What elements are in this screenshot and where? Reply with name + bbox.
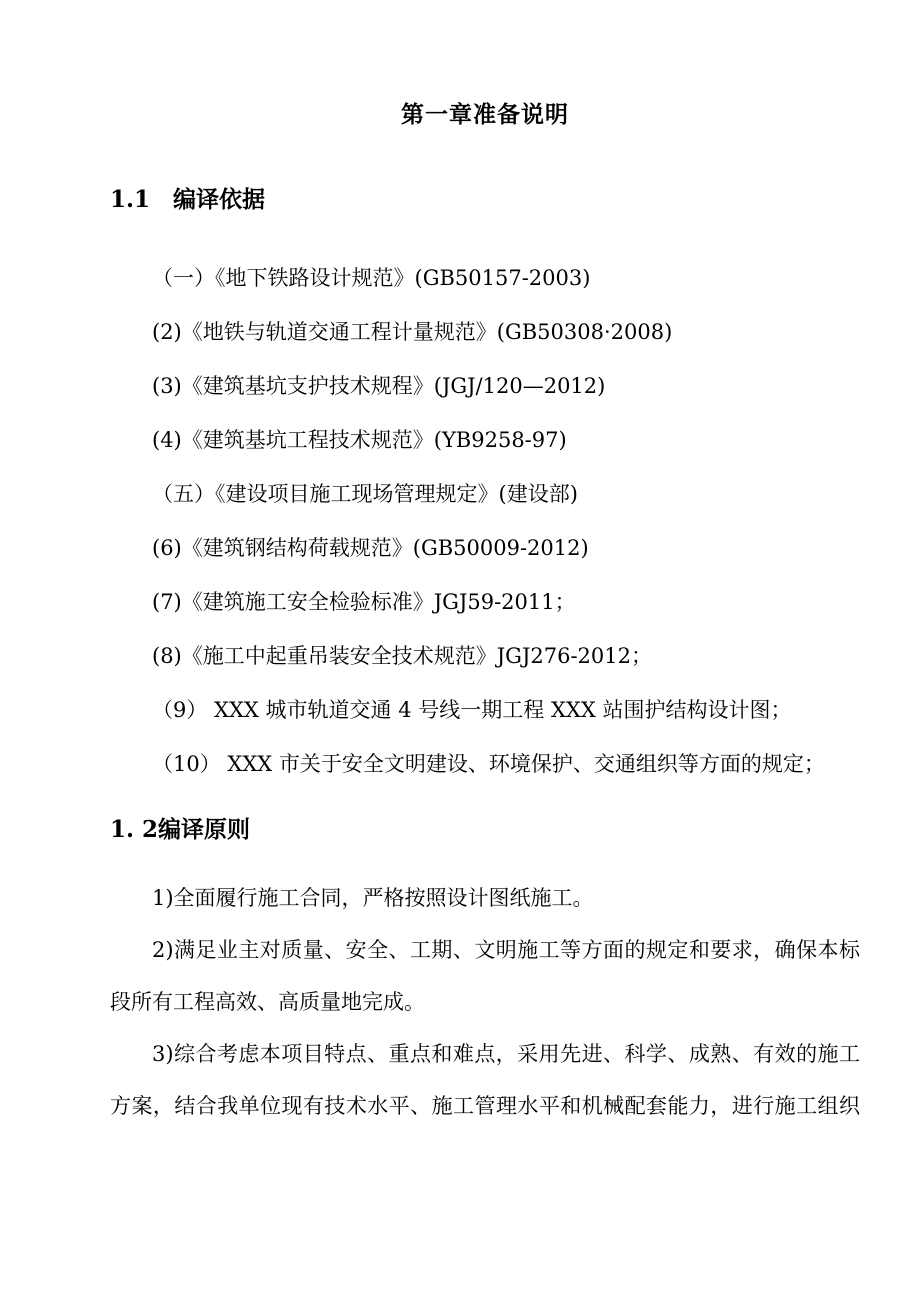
paragraph-line: 2)满足业主对质量、安全、工期、文明施工等方面的规定和要求，确保本标 [152, 938, 860, 962]
section-heading-1-2: 1. 2编译原则 [110, 816, 251, 843]
paragraph [110, 1028, 860, 1132]
reference-list [110, 251, 860, 791]
section-heading-1-1: 1.1 编译依据 [110, 186, 266, 213]
paragraph-line: 段所有工程高效、高质量地完成。 [110, 990, 425, 1014]
list-item: （9） XXX 城市轨道交通 4 号线一期工程 XXX 站围护结构设计图； [152, 698, 792, 722]
list-item: （10） XXX 市关于安全文明建设、环境保护、交通组织等方面的规定； [152, 752, 825, 776]
list-item: (2)《地铁与轨道交通工程计量规范》(GB50308·2008) [152, 320, 673, 344]
list-item: (8)《施工中起重吊装安全技术规范》JGJ276-2012； [152, 644, 652, 668]
list-item: (6)《建筑钢结构荷载规范》(GB50009-2012) [152, 536, 589, 560]
list-item: (4)《建筑基坑工程技术规范》(YB9258-97) [152, 428, 567, 452]
list-item: （一）《地下铁路设计规范》(GB50157-2003) [152, 266, 591, 290]
list-item: (7)《建筑施工安全检验标准》JGJ59-2011； [152, 590, 576, 614]
paragraph-line: 3)综合考虑本项目特点、重点和难点，采用先进、科学、成熟、有效的施工 [152, 1042, 860, 1066]
chapter-title: 第一章准备说明 [401, 101, 569, 128]
paragraph [110, 924, 860, 1028]
list-item: (3)《建筑基坑支护技术规程》(JGJ/120—2012) [152, 374, 606, 398]
list-item: （五）《建设项目施工现场管理规定》(建设部) [152, 482, 578, 506]
paragraph-line: 方案，结合我单位现有技术水平、施工管理水平和机械配套能力，进行施工组织 [110, 1094, 860, 1118]
principles-body [110, 872, 860, 1132]
paragraph-line: 1)全面履行施工合同，严格按照设计图纸施工。 [152, 886, 594, 910]
paragraph [110, 872, 860, 924]
